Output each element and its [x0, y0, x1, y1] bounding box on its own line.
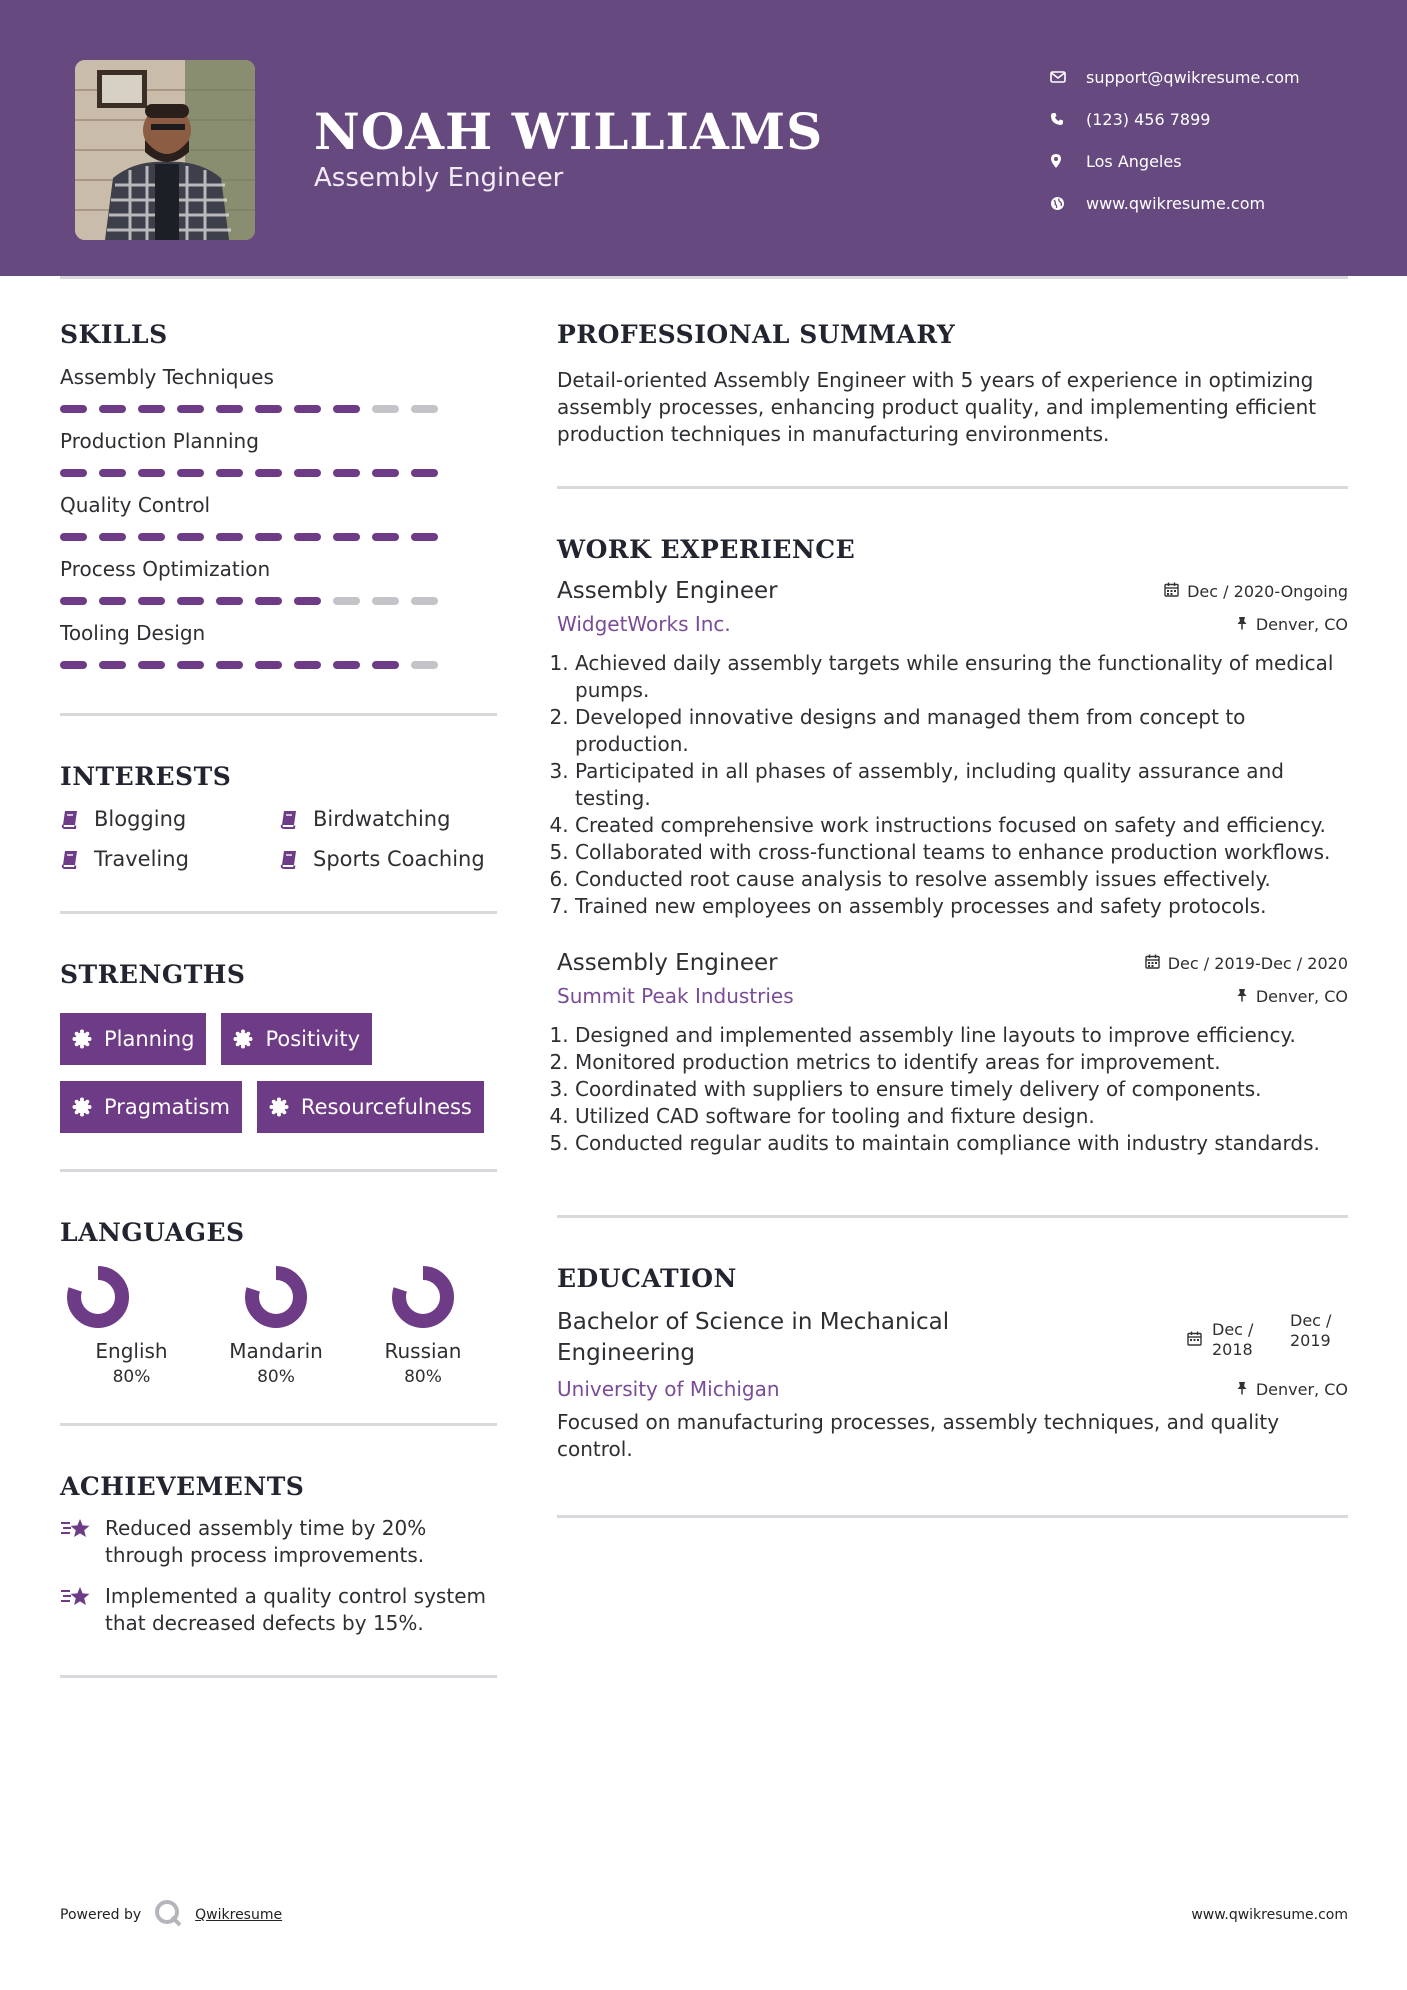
strength-label: Planning [104, 1027, 195, 1051]
skill-level-dash [99, 597, 126, 605]
contact-email[interactable] [1050, 56, 1370, 98]
skill-level-dash [99, 469, 126, 477]
school-name: University of Michigan [557, 1377, 780, 1401]
language-name: Mandarin [229, 1339, 323, 1363]
company-name: Summit Peak Industries [557, 984, 794, 1008]
shooting-star-icon [60, 1515, 105, 1569]
skill-level-dash [333, 533, 360, 541]
skill-level-dash [255, 469, 282, 477]
skill-level-dash [411, 533, 438, 541]
job-dates-text: Dec / 2019-Dec / 2020 [1167, 953, 1348, 973]
skill-name: Assembly Techniques [60, 365, 274, 389]
job-location [1236, 615, 1348, 634]
badge-icon [72, 1029, 92, 1049]
skill-level-dash [177, 405, 204, 413]
job-bullets [557, 650, 1348, 920]
skill-level-dash [177, 469, 204, 477]
skill-name: Process Optimization [60, 557, 271, 581]
job-dates [1164, 582, 1348, 601]
summary-text: Detail-oriented Assembly Engineer with 5 years of experience in optimizing assembly processes, enhancing product quality, and implementing efficient production techniques in manufacturing environments. [557, 368, 1317, 446]
skill-level-dash [99, 533, 126, 541]
right-column [557, 320, 1348, 1518]
phone-icon [1050, 112, 1086, 126]
section-divider [60, 1675, 497, 1678]
skill-level-dash [411, 405, 438, 413]
book-icon [60, 849, 94, 869]
skill-level-dash [216, 469, 243, 477]
map-pin-icon [1050, 153, 1086, 169]
footer-url[interactable]: www.qwikresume.com [1191, 1907, 1348, 1923]
job-dates-text: Dec / 2020-Ongoing [1187, 581, 1348, 601]
skill-level-dash [138, 405, 165, 413]
contact-phone-text: (123) 456 7899 [1086, 109, 1211, 129]
job-location-text: Denver, CO [1255, 614, 1348, 634]
education-end: Dec / 2019 [1290, 1311, 1332, 1350]
language-ring-icon [66, 1265, 130, 1329]
job-bullet: 7. Trained new employees on assembly processes and safety protocols. [575, 893, 1348, 920]
skill-level-dash [60, 533, 87, 541]
section-divider [557, 1515, 1348, 1518]
job-bullet: 4. Created comprehensive work instructions focused on safety and efficiency. [575, 812, 1348, 839]
education-section [557, 1264, 1348, 1518]
strength-list [60, 1013, 497, 1133]
skill-level-dash [255, 533, 282, 541]
contact-phone[interactable] [1050, 98, 1370, 140]
contact-location [1050, 140, 1370, 182]
job-bullet: 4. Utilized CAD software for tooling and fixture design. [575, 1103, 1348, 1130]
section-divider [60, 713, 497, 716]
job-bullet: 2. Monitored production metrics to identify areas for improvement. [575, 1049, 1348, 1076]
language-item [203, 1265, 349, 1387]
achievement-item [60, 1583, 497, 1637]
resume-header [0, 0, 1407, 276]
skill-level-dash [255, 597, 282, 605]
language-percent: 80% [404, 1367, 442, 1387]
skill-level-dash [372, 533, 399, 541]
achievement-text: Reduced assembly time by 20% through process improvements. [105, 1516, 427, 1567]
job-bullet: 5. Collaborated with cross-functional teams to enhance production workflows. [575, 839, 1348, 866]
education-description: Focused on manufacturing processes, assembly techniques, and quality control. [557, 1410, 1280, 1461]
contact-website[interactable] [1050, 182, 1370, 224]
skill-name: Production Planning [60, 429, 259, 453]
skill-level-dash [60, 469, 87, 477]
skill-level-dash [255, 405, 282, 413]
degree-title: Bachelor of Science in Mechanical Engineering [557, 1309, 950, 1366]
pushpin-icon [1236, 987, 1248, 1006]
book-icon [279, 849, 313, 869]
summary-heading: PROFESSIONAL SUMMARY [557, 320, 956, 349]
language-item [349, 1265, 497, 1387]
profile-photo [75, 60, 255, 240]
skill-level-dash [216, 661, 243, 669]
contact-location-text: Los Angeles [1086, 151, 1182, 171]
skill-level-bar [60, 405, 497, 413]
skill-level-dash [177, 533, 204, 541]
experience-heading: WORK EXPERIENCE [557, 535, 856, 564]
skill-level-dash [99, 405, 126, 413]
skill-name: Quality Control [60, 493, 211, 517]
strengths-heading: STRENGTHS [60, 960, 246, 989]
strength-label: Resourcefulness [300, 1095, 472, 1119]
skill-level-dash [333, 597, 360, 605]
interest-list [60, 807, 497, 871]
language-name: English [95, 1339, 168, 1363]
company-name: WidgetWorks Inc. [557, 612, 731, 636]
skill-level-dash [294, 597, 321, 605]
left-column [60, 320, 497, 1678]
job-dates [1145, 954, 1348, 973]
job-bullet: 3. Coordinated with suppliers to ensure timely delivery of components. [575, 1076, 1348, 1103]
contact-email-text: support@qwikresume.com [1086, 67, 1300, 87]
skill-level-dash [333, 469, 360, 477]
contact-website-text: www.qwikresume.com [1086, 193, 1266, 213]
language-name: Russian [384, 1339, 462, 1363]
job-entry [557, 950, 1348, 1157]
education-start: Dec / 2018 [1212, 1320, 1254, 1359]
job-title: Assembly Engineer [557, 578, 778, 604]
candidate-name: NOAH WILLIAMS [314, 102, 824, 161]
strength-tag [257, 1081, 484, 1133]
achievement-text: Implemented a quality control system that decreased defects by 15%. [105, 1584, 486, 1635]
education-location [1236, 1380, 1348, 1399]
skill-level-dash [411, 661, 438, 669]
skill-level-dash [411, 469, 438, 477]
interests-heading: INTERESTS [60, 762, 232, 791]
job-bullet: 6. Conducted root cause analysis to resolve assembly issues effectively. [575, 866, 1348, 893]
languages-section [60, 1218, 497, 1426]
skill-level-dash [333, 405, 360, 413]
achievements-heading: ACHIEVEMENTS [60, 1472, 305, 1501]
skill-level-dash [138, 469, 165, 477]
page-footer [60, 1900, 1348, 1930]
skill-level-dash [99, 661, 126, 669]
envelope-icon [1050, 71, 1086, 83]
skill-name: Tooling Design [60, 621, 206, 645]
pushpin-icon [1236, 1380, 1248, 1399]
interest-label: Blogging [94, 807, 187, 831]
section-divider [60, 1169, 497, 1172]
skill-level-dash [294, 533, 321, 541]
job-bullet: 2. Developed innovative designs and managed them from concept to production. [575, 704, 1348, 758]
globe-icon [1050, 196, 1086, 211]
skill-level-dash [216, 533, 243, 541]
interest-item [60, 847, 279, 871]
calendar-icon [1145, 954, 1160, 973]
strength-label: Pragmatism [104, 1095, 230, 1119]
qwikresume-logo-icon [153, 1898, 183, 1932]
job-bullet: 3. Participated in all phases of assembly, including quality assurance and testing. [575, 758, 1348, 812]
skill-level-dash [138, 661, 165, 669]
interests-section [60, 762, 497, 914]
skill-level-dash [372, 597, 399, 605]
badge-icon [269, 1097, 289, 1117]
powered-by-label: Powered by [60, 1907, 142, 1923]
skill-level-dash [60, 661, 87, 669]
job-title: Assembly Engineer [557, 950, 778, 976]
skill-level-dash [177, 597, 204, 605]
skill-level-dash [255, 661, 282, 669]
language-percent: 80% [112, 1367, 151, 1387]
skills-section [60, 320, 497, 716]
skill-level-dash [294, 405, 321, 413]
skill-level-dash [294, 661, 321, 669]
job-location-text: Denver, CO [1255, 986, 1348, 1006]
calendar-icon [1187, 1331, 1202, 1350]
job-bullets [557, 1022, 1348, 1157]
skill-level-dash [411, 597, 438, 605]
skill-level-dash [60, 597, 87, 605]
education-heading: EDUCATION [557, 1264, 737, 1293]
experience-section [557, 535, 1348, 1218]
skill-level-dash [216, 405, 243, 413]
skill-level-bar [60, 533, 497, 541]
section-divider [60, 1423, 497, 1426]
strength-tag [60, 1013, 206, 1065]
skill-level-bar [60, 469, 497, 477]
section-divider [557, 1215, 1348, 1218]
strength-tag [221, 1013, 372, 1065]
education-location-text: Denver, CO [1255, 1379, 1348, 1399]
interest-item [279, 847, 497, 871]
achievement-item [60, 1515, 497, 1569]
skill-level-dash [294, 469, 321, 477]
achievements-section [60, 1472, 497, 1678]
language-percent: 80% [257, 1367, 295, 1387]
language-ring-icon [244, 1265, 308, 1329]
skill-level-dash [216, 597, 243, 605]
qwikresume-link[interactable]: Qwikresume [195, 1907, 283, 1923]
candidate-title: Assembly Engineer [314, 163, 564, 193]
skill-level-dash [372, 405, 399, 413]
job-bullet: 5. Conducted regular audits to maintain compliance with industry standards. [575, 1130, 1348, 1157]
contact-list [1050, 56, 1370, 224]
strength-tag [60, 1081, 242, 1133]
skill-level-dash [138, 597, 165, 605]
header-divider [60, 276, 1348, 279]
language-list [60, 1265, 497, 1387]
pushpin-icon [1236, 615, 1248, 634]
skills-heading: SKILLS [60, 320, 168, 349]
skill-level-dash [372, 661, 399, 669]
skill-level-dash [60, 405, 87, 413]
languages-heading: LANGUAGES [60, 1218, 245, 1247]
language-item [60, 1265, 203, 1387]
badge-icon [72, 1097, 92, 1117]
job-bullet: 1. Designed and implemented assembly line layouts to improve efficiency. [575, 1022, 1348, 1049]
section-divider [557, 486, 1348, 489]
summary-section [557, 320, 1348, 489]
interest-label: Traveling [94, 847, 189, 871]
education-dates [1187, 1307, 1348, 1369]
interest-item [60, 807, 279, 831]
skill-level-dash [372, 469, 399, 477]
skill-list [60, 365, 497, 669]
badge-icon [233, 1029, 253, 1049]
skill-level-dash [333, 661, 360, 669]
interest-item [279, 807, 497, 831]
skill-level-bar [60, 597, 497, 605]
book-icon [279, 809, 313, 829]
strength-label: Positivity [265, 1027, 360, 1051]
strengths-section [60, 960, 497, 1172]
job-location [1236, 987, 1348, 1006]
calendar-icon [1164, 582, 1179, 601]
job-entry [557, 578, 1348, 920]
book-icon [60, 809, 94, 829]
section-divider [60, 911, 497, 914]
shooting-star-icon [60, 1583, 105, 1637]
job-bullet: 1. Achieved daily assembly targets while ensuring the functionality of medical pumps. [575, 650, 1348, 704]
skill-level-dash [177, 661, 204, 669]
language-ring-icon [391, 1265, 455, 1329]
interest-label: Birdwatching [313, 807, 451, 831]
skill-level-bar [60, 661, 497, 669]
skill-level-dash [138, 533, 165, 541]
interest-label: Sports Coaching [313, 847, 485, 871]
